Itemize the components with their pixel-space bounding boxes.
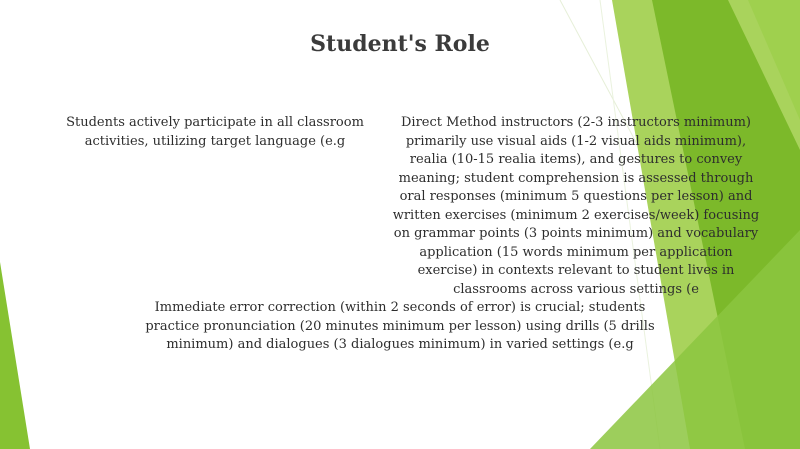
slide-title: Student's Role xyxy=(310,31,490,57)
left-paragraph: Students actively participate in all classroom activities, utilizing target language (e.g xyxy=(66,115,364,149)
left-green-sliver xyxy=(0,262,30,449)
bottom-paragraph: Immediate error correction (within 2 seconds of error) is crucial; students practice pronunciation (20 minutes minimum per lesson) using drills (5 drills minimum) and dialogues (3 dialogues minimum) in varied settings (e.g xyxy=(145,300,655,352)
right-paragraph: Direct Method instructors (2-3 instructors minimum) primarily use visual aids (1-2 visual aids minimum), realia (10-15 realia items), and gestures to convey meaning; student comprehension is assessed through oral responses (minimum 5 questions per lesson) and written exercises (minimum 2 exercises/week) focusing on grammar points (3 points minimum) and vocabulary application (15 words minimum per application exercise) in contexts relevant to student lives in classrooms across various settings (e xyxy=(392,115,760,297)
